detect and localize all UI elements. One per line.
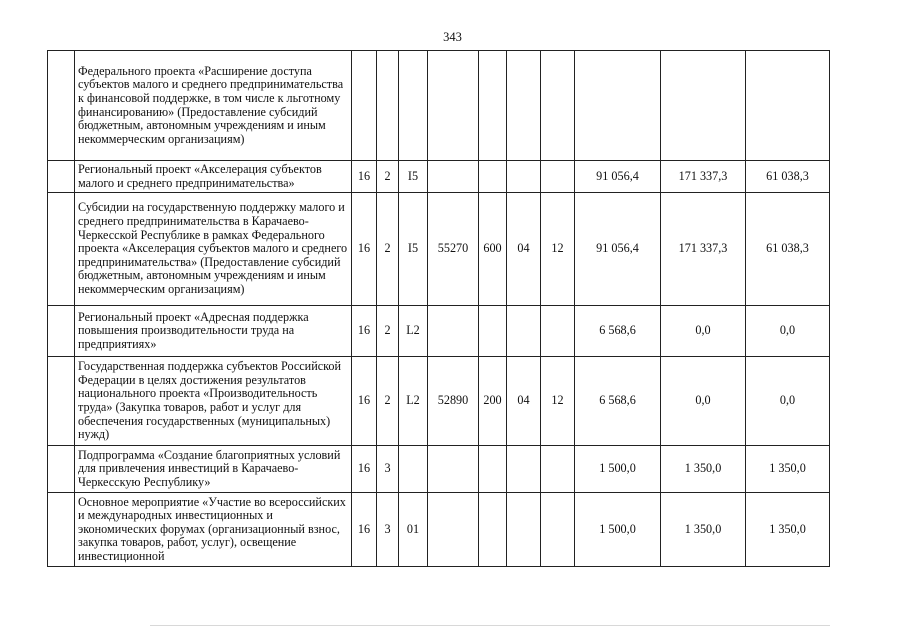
item-name: Основное мероприятие «Участие во всероссийских и международных инвестиционных и экономических форумах (организационный взнос, закупка товаров, работ, услуг), освещение инвестиционной <box>75 493 352 567</box>
code-direction <box>428 51 479 161</box>
page-number: 343 <box>443 30 462 44</box>
item-name: Государственная поддержка субъектов Российской Федерации в целях достижения результатов национального проекта «Производительность труда» (Закупка товаров, работ и услуг для обеспечения государственных (муниципальных) нужд) <box>75 357 352 446</box>
amount-year-2: 1 350,0 <box>661 446 746 493</box>
item-name: Региональный проект «Акселерация субъектов малого и среднего предпринимательства» <box>75 161 352 193</box>
row-index-cell <box>48 446 75 493</box>
code-direction <box>428 306 479 357</box>
amount-year-3: 0,0 <box>746 357 830 446</box>
row-index-cell <box>48 493 75 567</box>
code-direction <box>428 161 479 193</box>
code-ministry: 16 <box>352 193 377 306</box>
code-direction: 55270 <box>428 193 479 306</box>
code-expense-type <box>479 161 507 193</box>
code-event: I5 <box>399 193 428 306</box>
code-subsection <box>541 161 575 193</box>
code-expense-type: 200 <box>479 357 507 446</box>
amount-year-1 <box>575 51 661 161</box>
code-program: 2 <box>377 357 399 446</box>
amount-year-3 <box>746 51 830 161</box>
code-direction: 52890 <box>428 357 479 446</box>
code-program: 3 <box>377 446 399 493</box>
code-event <box>399 51 428 161</box>
row-index-cell <box>48 161 75 193</box>
budget-table <box>47 50 830 567</box>
amount-year-1: 91 056,4 <box>575 161 661 193</box>
code-subsection: 12 <box>541 357 575 446</box>
code-ministry: 16 <box>352 493 377 567</box>
item-name: Федерального проекта «Расширение доступа субъектов малого и среднего предпринимательства к финансовой поддержке, в том числе к льготному финансированию» (Предоставление субсидий бюджетным, автономным учреждениям и иным некоммерческим организациям) <box>75 51 352 161</box>
code-section: 04 <box>507 357 541 446</box>
code-section: 04 <box>507 193 541 306</box>
code-subsection: 12 <box>541 193 575 306</box>
code-ministry: 16 <box>352 306 377 357</box>
code-event: I5 <box>399 161 428 193</box>
table-row <box>48 51 830 161</box>
table-row <box>48 357 830 446</box>
code-program: 2 <box>377 161 399 193</box>
code-section <box>507 446 541 493</box>
code-expense-type <box>479 51 507 161</box>
amount-year-2: 171 337,3 <box>661 161 746 193</box>
amount-year-3: 1 350,0 <box>746 446 830 493</box>
row-index-cell <box>48 357 75 446</box>
code-program <box>377 51 399 161</box>
amount-year-1: 6 568,6 <box>575 357 661 446</box>
code-section <box>507 161 541 193</box>
code-program: 2 <box>377 306 399 357</box>
row-index-cell <box>48 193 75 306</box>
table-row <box>48 193 830 306</box>
table-row <box>48 493 830 567</box>
amount-year-2: 0,0 <box>661 306 746 357</box>
code-event: L2 <box>399 357 428 446</box>
table-row <box>48 446 830 493</box>
code-expense-type: 600 <box>479 193 507 306</box>
code-direction <box>428 493 479 567</box>
table-row <box>48 161 830 193</box>
amount-year-3: 61 038,3 <box>746 161 830 193</box>
amount-year-1: 6 568,6 <box>575 306 661 357</box>
code-subsection <box>541 51 575 161</box>
code-section <box>507 51 541 161</box>
code-section <box>507 493 541 567</box>
code-ministry: 16 <box>352 161 377 193</box>
code-event: 01 <box>399 493 428 567</box>
code-subsection <box>541 306 575 357</box>
code-program: 3 <box>377 493 399 567</box>
amount-year-2 <box>661 51 746 161</box>
row-index-cell <box>48 306 75 357</box>
code-ministry: 16 <box>352 446 377 493</box>
code-expense-type <box>479 306 507 357</box>
item-name: Региональный проект «Адресная поддержка повышения производительности труда на предприятиях» <box>75 306 352 357</box>
code-ministry: 16 <box>352 357 377 446</box>
amount-year-3: 1 350,0 <box>746 493 830 567</box>
code-expense-type <box>479 493 507 567</box>
amount-year-1: 91 056,4 <box>575 193 661 306</box>
code-event: L2 <box>399 306 428 357</box>
code-subsection <box>541 493 575 567</box>
code-ministry <box>352 51 377 161</box>
scan-edge-line <box>150 625 830 626</box>
amount-year-1: 1 500,0 <box>575 446 661 493</box>
amount-year-1: 1 500,0 <box>575 493 661 567</box>
item-name: Подпрограмма «Создание благоприятных условий для привлечения инвестиций в Карачаево-Черкесскую Республику» <box>75 446 352 493</box>
table-row <box>48 306 830 357</box>
code-subsection <box>541 446 575 493</box>
amount-year-2: 1 350,0 <box>661 493 746 567</box>
row-index-cell <box>48 51 75 161</box>
amount-year-3: 0,0 <box>746 306 830 357</box>
code-program: 2 <box>377 193 399 306</box>
amount-year-3: 61 038,3 <box>746 193 830 306</box>
code-event <box>399 446 428 493</box>
amount-year-2: 171 337,3 <box>661 193 746 306</box>
item-name: Субсидии на государственную поддержку малого и среднего предпринимательства в Карачаево-Черкесской Республике в рамках Федерального проекта «Акселерация субъектов малого и среднего предпринимательства» (Предоставление субсидий бюджетным, автономным учреждениям и иным некоммерческим организациям) <box>75 193 352 306</box>
code-expense-type <box>479 446 507 493</box>
code-section <box>507 306 541 357</box>
code-direction <box>428 446 479 493</box>
amount-year-2: 0,0 <box>661 357 746 446</box>
